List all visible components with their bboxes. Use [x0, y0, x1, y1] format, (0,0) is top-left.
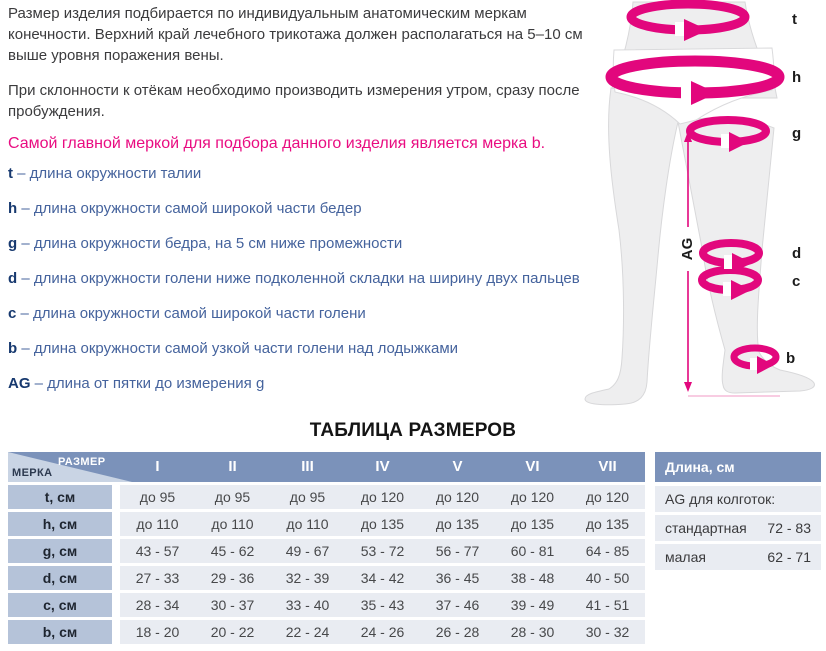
- row-label: t, см: [8, 485, 112, 509]
- table-row: [8, 566, 645, 590]
- label-c: c: [792, 273, 801, 290]
- length-panel-subtitle: AG для колготок:: [665, 491, 776, 507]
- table-cell: 22 - 24: [270, 620, 345, 644]
- table-cell: 43 - 57: [120, 539, 195, 563]
- table-row: [8, 593, 645, 617]
- table-cell: 56 - 77: [420, 539, 495, 563]
- table-cell: до 95: [270, 485, 345, 509]
- table-cell: 34 - 42: [345, 566, 420, 590]
- length-panel-row: [655, 544, 821, 570]
- column-header: V: [452, 458, 463, 475]
- table-cell: 60 - 81: [495, 539, 570, 563]
- table-cell: до 110: [195, 512, 270, 536]
- table-cell: 26 - 28: [420, 620, 495, 644]
- table-cell: 18 - 20: [120, 620, 195, 644]
- length-row-label: малая: [665, 549, 706, 565]
- measurement-key: b: [8, 340, 18, 357]
- table-cell: до 110: [270, 512, 345, 536]
- table-cell: 64 - 85: [570, 539, 645, 563]
- measurement-line-d: [8, 268, 628, 303]
- label-g: g: [792, 125, 802, 142]
- column-header: VI: [525, 458, 540, 475]
- row-label: c, см: [8, 593, 112, 617]
- measurement-key: g: [8, 235, 18, 252]
- label-h: h: [792, 69, 802, 86]
- measurement-line-t: [8, 163, 628, 198]
- corner-label-measure: МЕРКА: [12, 467, 53, 479]
- table-cell: 39 - 49: [495, 593, 570, 617]
- table-row: [8, 485, 645, 509]
- table-row: [8, 512, 645, 536]
- table-cell: 28 - 34: [120, 593, 195, 617]
- intro-paragraph-1: Размер изделия подбирается по индивидуальным анатомическим меркам конечности. Верхний край лечебного трикотажа должен располагаться на 5–10 см выше уровня поражения вены.: [8, 5, 583, 64]
- legs-measurement-diagram: [575, 0, 825, 415]
- ag-label: AG: [678, 237, 696, 261]
- measurement-line-ag: [8, 373, 628, 408]
- measurement-key: h: [8, 200, 18, 217]
- measurement-line-h: [8, 198, 628, 233]
- length-row-value: 72 - 83: [767, 520, 811, 536]
- length-row-label: стандартная: [665, 520, 747, 536]
- label-b: b: [786, 350, 796, 367]
- measurement-desc: – длина окружности бедра, на 5 см ниже промежности: [21, 235, 403, 252]
- label-t: t: [792, 11, 797, 28]
- table-cell: до 135: [345, 512, 420, 536]
- measurement-line-g: [8, 233, 628, 268]
- table-cell: 32 - 39: [270, 566, 345, 590]
- measurement-desc: – длина от пятки до измерения g: [34, 375, 265, 392]
- label-d: d: [792, 245, 802, 262]
- measurement-line-c: [8, 303, 628, 338]
- table-cell: 29 - 36: [195, 566, 270, 590]
- ag-arrow-down: [684, 382, 692, 392]
- measurement-desc: – длина окружности самой широкой части бедер: [21, 200, 362, 217]
- table-cell: 53 - 72: [345, 539, 420, 563]
- size-table-header: [8, 452, 645, 482]
- table-cell: 27 - 33: [120, 566, 195, 590]
- table-cell: 28 - 30: [495, 620, 570, 644]
- measurement-desc: – длина окружности голени ниже подколенной складки на ширину двух пальцев: [21, 270, 580, 287]
- table-cell: до 95: [120, 485, 195, 509]
- measurement-desc: – длина окружности самой узкой части голени над лодыжками: [21, 340, 459, 357]
- table-cell: 35 - 43: [345, 593, 420, 617]
- table-row: [8, 620, 645, 644]
- measurement-list: [8, 163, 628, 408]
- table-cell: 36 - 45: [420, 566, 495, 590]
- length-panel: [655, 452, 821, 570]
- table-cell: 20 - 22: [195, 620, 270, 644]
- column-header: I: [155, 458, 160, 475]
- measurement-desc: – длина окружности самой широкой части голени: [20, 305, 366, 322]
- table-row: [8, 539, 645, 563]
- column-header: III: [301, 458, 314, 475]
- highlight-sentence: Самой главной меркой для подбора данного изделия является мерка b.: [8, 135, 546, 152]
- table-cell: 49 - 67: [270, 539, 345, 563]
- table-cell: до 120: [570, 485, 645, 509]
- row-label: b, см: [8, 620, 112, 644]
- table-cell: до 110: [120, 512, 195, 536]
- table-cell: 37 - 46: [420, 593, 495, 617]
- measurement-key: t: [8, 165, 13, 182]
- column-header: IV: [375, 458, 390, 475]
- column-header: VII: [598, 458, 617, 475]
- size-table: [8, 452, 645, 644]
- table-cell: 41 - 51: [570, 593, 645, 617]
- row-label: g, см: [8, 539, 112, 563]
- table-cell: до 135: [570, 512, 645, 536]
- intro-paragraph-2: При склонности к отёкам необходимо производить измерения утром, сразу после пробуждения.: [8, 82, 580, 120]
- length-row-value: 62 - 71: [767, 549, 811, 565]
- body-left-leg: [585, 88, 678, 405]
- table-cell: 40 - 50: [570, 566, 645, 590]
- table-cell: до 120: [495, 485, 570, 509]
- table-cell: 30 - 32: [570, 620, 645, 644]
- table-cell: 30 - 37: [195, 593, 270, 617]
- measurement-line-b: [8, 338, 628, 373]
- table-cell: 45 - 62: [195, 539, 270, 563]
- measurement-desc: – длина окружности талии: [17, 165, 202, 182]
- length-panel-row: [655, 515, 821, 541]
- size-table-title: ТАБЛИЦА РАЗМЕРОВ: [309, 420, 517, 441]
- row-label: d, см: [8, 566, 112, 590]
- table-cell: до 95: [195, 485, 270, 509]
- row-label: h, см: [8, 512, 112, 536]
- table-cell: 33 - 40: [270, 593, 345, 617]
- table-cell: до 135: [420, 512, 495, 536]
- corner-label-size: РАЗМЕР: [58, 456, 106, 468]
- table-cell: до 120: [420, 485, 495, 509]
- length-panel-subtitle-row: [655, 486, 821, 512]
- table-cell: до 120: [345, 485, 420, 509]
- table-cell: до 135: [495, 512, 570, 536]
- table-cell: 24 - 26: [345, 620, 420, 644]
- column-header: II: [228, 458, 237, 475]
- table-cell: 38 - 48: [495, 566, 570, 590]
- measurement-key: d: [8, 270, 18, 287]
- measurement-key: c: [8, 305, 17, 322]
- measurement-key: AG: [8, 375, 31, 392]
- diagram-letter-labels: [786, 11, 801, 367]
- length-panel-title: Длина, см: [655, 452, 821, 482]
